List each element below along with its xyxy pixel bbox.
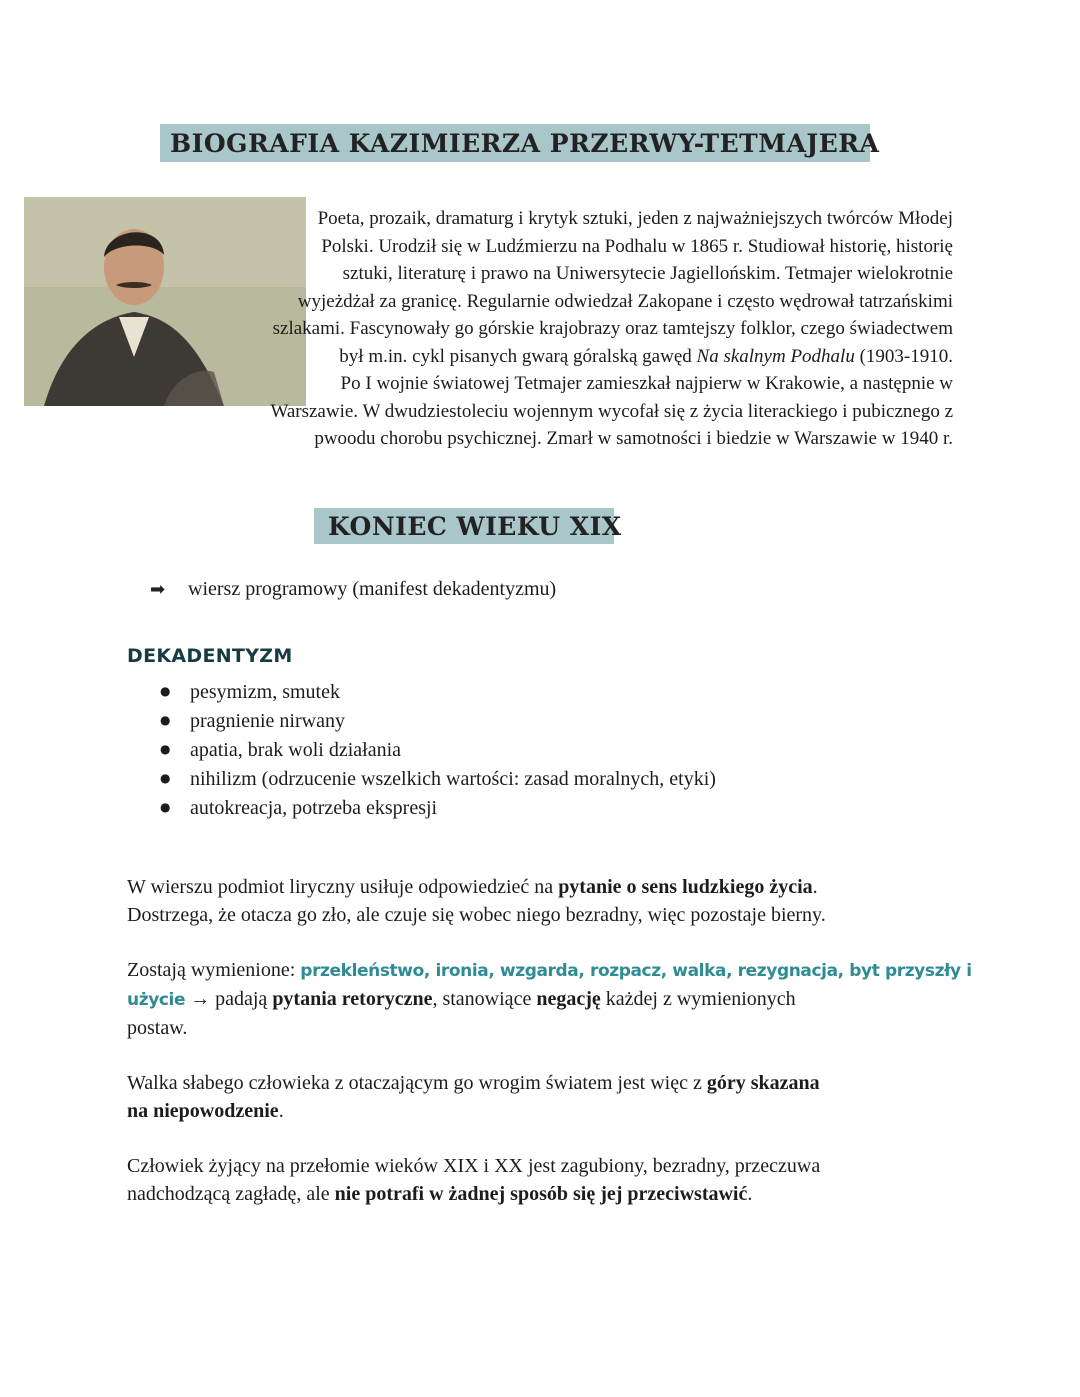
list-item: ● pragnienie nirwany <box>160 706 716 735</box>
paragraph-attitudes <box>127 956 972 1042</box>
bio-line: wyjeżdżał za granicę. Regularnie odwiedzał Zakopane i często wędrował tatrzańskimi <box>297 290 953 312</box>
para-line <box>127 985 957 1014</box>
list-item: ● pesymizm, smutek <box>160 677 716 706</box>
para-text: W wierszu podmiot liryczny usiłuje odpowiedzieć na <box>127 876 559 898</box>
para-bold: na niepowodzenie <box>127 1100 279 1122</box>
bio-line: Warszawie. W dwudziestoleciu wojennym wycofał się z życia literackiego i pubicznego z <box>270 400 953 422</box>
list-item: ● nihilizm (odrzucenie wszelkich wartości: zasad moralnych, etyki) <box>160 764 716 793</box>
para-text: . <box>812 876 818 898</box>
para-text: nadchodzącą zagładę, ale <box>127 1183 335 1205</box>
para-line <box>127 873 957 901</box>
bio-line: Poeta, prozaik, dramaturg i krytyk sztuki, jeden z najważniejszych twórców Młodej <box>317 208 953 229</box>
paragraph-struggle <box>127 1069 957 1125</box>
list-item: ● autokreacja, potrzeba ekspresji <box>160 793 716 822</box>
para-bold: negację <box>536 988 601 1010</box>
attitudes-highlight: użycie <box>127 990 186 1010</box>
decadence-heading: DEKADENTYZM <box>127 645 293 667</box>
paragraph-meaning <box>127 873 957 929</box>
biography-text <box>120 205 953 453</box>
biography-title: BIOGRAFIA KAZIMIERZA PRZERWY-TETMAJERA <box>160 124 870 162</box>
para-text: → padają <box>185 988 273 1010</box>
bio-text: był m.in. cykl pisanych gwarą góralską gawęd <box>339 345 697 367</box>
para-line <box>127 1180 957 1208</box>
para-line <box>127 1069 957 1097</box>
para-line <box>127 1097 957 1125</box>
para-bold: pytania retoryczne <box>272 988 433 1010</box>
decadence-list <box>160 677 716 822</box>
bio-line <box>120 343 953 371</box>
para-line <box>127 956 972 985</box>
para-bold: nie potrafi w żadnej sposób się jej przeciwstawić <box>334 1183 748 1205</box>
list-item: ● apatia, brak woli działania <box>160 735 716 764</box>
bio-text: (1903-1910. <box>854 345 953 367</box>
arrow-right-icon: ➡ <box>150 579 166 600</box>
attitudes-highlight: przekleństwo, ironia, wzgarda, rozpacz, walka, rezygnacja, byt przyszły i <box>300 961 972 981</box>
bio-line: Polski. Urodził się w Ludźmierzu na Podhalu w 1865 r. Studiował historię, historię <box>321 235 953 257</box>
para-bold: pytanie o sens ludzkiego życia <box>558 876 813 898</box>
para-text: Zostają wymienione: <box>127 959 301 981</box>
para-bold: góry skazana <box>706 1072 820 1094</box>
para-line: Dostrzega, że otacza go zło, ale czuje się wobec niego bezradny, więc pozostaje bierny. <box>127 904 826 926</box>
para-line: Człowiek żyjący na przełomie wieków XIX i XX jest zagubiony, bezradny, przeczuwa <box>127 1155 821 1177</box>
paragraph-conclusion <box>127 1152 957 1208</box>
arrow-item-text: wiersz programowy (manifest dekadentyzmu) <box>188 578 557 600</box>
arrow-list-item <box>150 576 556 603</box>
para-text: Walka słabego człowieka z otaczającym go wrogim światem jest więc z <box>127 1072 707 1094</box>
para-text: , stanowiące <box>432 988 537 1010</box>
para-text: każdej z wymienionych <box>600 988 796 1010</box>
para-line: postaw. <box>127 1017 188 1039</box>
bio-line: sztuki, literaturę i prawo na Uniwersytecie Jagiellońskim. Tetmajer wielokrotnie <box>342 263 953 284</box>
bio-line: Po I wojnie światowej Tetmajer zamieszkał najpierw w Krakowie, a następnie w <box>340 373 953 394</box>
bio-line: pwoodu chorobu psychicznej. Zmarł w samotności i biedzie w Warszawie w 1940 r. <box>314 428 953 449</box>
work-title: Na skalnym Podhalu <box>696 345 855 367</box>
para-text: . <box>747 1183 753 1205</box>
para-text: . <box>278 1100 284 1122</box>
bio-line: szlakami. Fascynowały go górskie krajobrazy oraz tamtejszy folklor, czego świadectwem <box>272 318 953 339</box>
century-title: KONIEC WIEKU XIX <box>314 508 614 544</box>
